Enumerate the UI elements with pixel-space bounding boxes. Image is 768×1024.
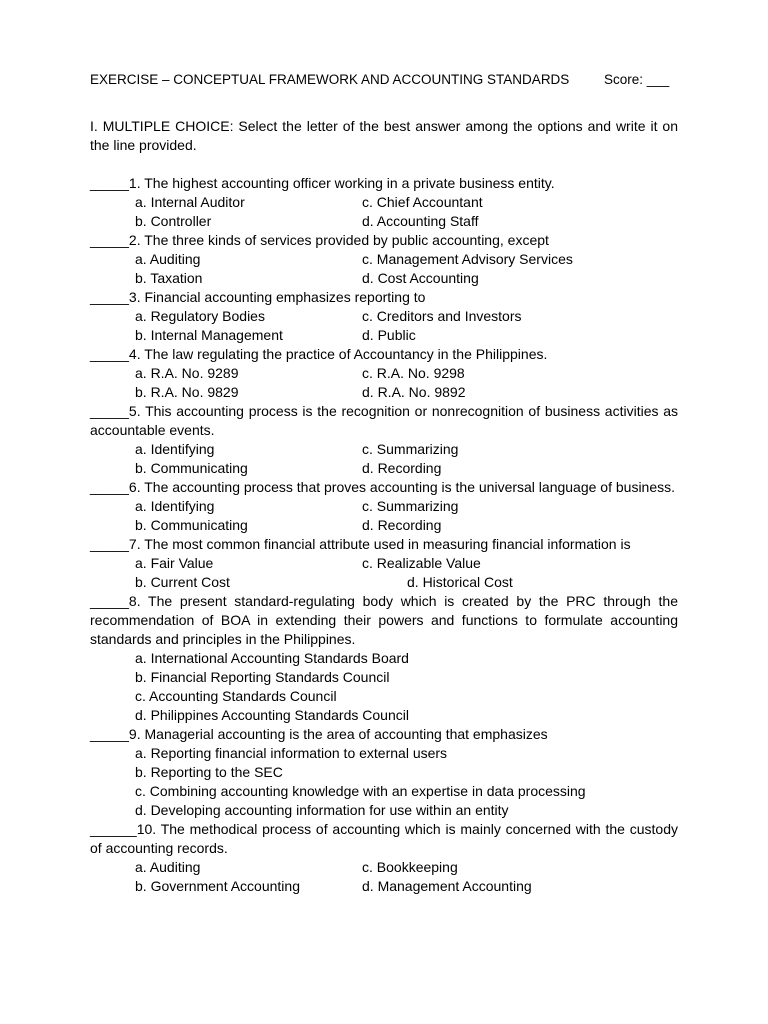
options-grid (90, 307, 678, 345)
option-b: b. Government Accounting (135, 878, 300, 894)
option-c: c. Summarizing (362, 441, 459, 457)
question-list (90, 174, 678, 896)
option-b: b. Communicating (135, 517, 248, 533)
option-c: c. Management Advisory Services (362, 251, 573, 267)
option-c: c. R.A. No. 9298 (362, 365, 465, 381)
options-grid (90, 858, 678, 896)
options-grid (90, 193, 678, 231)
option-c: c. Accounting Standards Council (135, 688, 337, 704)
question-2 (90, 231, 678, 288)
options-grid (90, 250, 678, 288)
option-a: a. International Accounting Standards Board (135, 650, 409, 666)
option-d: d. Historical Cost (407, 574, 513, 590)
option-d: d. R.A. No. 9892 (362, 384, 466, 400)
option-a: a. Internal Auditor (135, 194, 245, 210)
question-stem: _____2. The three kinds of services provided by public accounting, except (90, 232, 549, 248)
option-d: d. Public (362, 327, 416, 343)
question-4 (90, 345, 678, 402)
option-a: a. Identifying (135, 498, 215, 514)
question-8 (90, 592, 678, 725)
option-b: b. Controller (135, 213, 212, 229)
header (90, 70, 678, 89)
option-b: b. Reporting to the SEC (135, 764, 283, 780)
option-c: c. Summarizing (362, 498, 459, 514)
question-stem: _____3. Financial accounting emphasizes reporting to (90, 289, 426, 305)
option-a: a. Reporting financial information to external users (135, 745, 448, 761)
question-1 (90, 174, 678, 231)
options-grid (90, 440, 678, 478)
options-grid (90, 554, 678, 592)
option-c: c. Bookkeeping (362, 859, 458, 875)
question-10 (90, 820, 678, 896)
options-grid (90, 497, 678, 535)
option-a: a. Identifying (135, 441, 215, 457)
option-a: a. Fair Value (135, 555, 214, 571)
score-field: Score: ___ (604, 72, 670, 87)
option-c: c. Chief Accountant (362, 194, 483, 210)
option-d: d. Recording (362, 517, 442, 533)
exercise-sheet (90, 70, 678, 896)
question-stem: _____6. The accounting process that proves accounting is the universal language of business. (90, 479, 676, 495)
option-b: b. Internal Management (135, 327, 283, 343)
instructions: I. MULTIPLE CHOICE: Select the letter of the best answer among the options and write it on the line provided. (90, 118, 678, 153)
question-stem: _____1. The highest accounting officer working in a private business entity. (90, 175, 555, 191)
option-d: d. Cost Accounting (362, 270, 479, 286)
option-a: a. Auditing (135, 251, 201, 267)
option-a: a. Auditing (135, 859, 201, 875)
option-d: d. Accounting Staff (362, 213, 479, 229)
question-stem: _____7. The most common financial attribute used in measuring financial information is (90, 536, 631, 552)
option-b: b. Current Cost (135, 574, 230, 590)
options-grid (90, 364, 678, 402)
option-c: c. Combining accounting knowledge with an expertise in data processing (135, 783, 586, 799)
question-stem: _____8. The present standard-regulating body which is created by the PRC through the recommendation of BOA in extending their powers and functions to formulate accounting standards and principles in the Philippines. (90, 593, 678, 647)
option-c: c. Creditors and Investors (362, 308, 522, 324)
question-3 (90, 288, 678, 345)
options-list (90, 744, 678, 820)
question-stem: ______10. The methodical process of accounting which is mainly concerned with the custody of accounting records. (90, 821, 678, 856)
question-stem: _____5. This accounting process is the recognition or nonrecognition of business activities as accountable events. (90, 403, 678, 438)
options-list (90, 649, 678, 725)
option-d: d. Philippines Accounting Standards Council (135, 707, 409, 723)
option-a: a. Regulatory Bodies (135, 308, 265, 324)
option-b: b. Financial Reporting Standards Council (135, 669, 390, 685)
question-7 (90, 535, 678, 592)
option-d: d. Management Accounting (362, 878, 532, 894)
option-d: d. Developing accounting information for use within an entity (135, 802, 509, 818)
option-a: a. R.A. No. 9289 (135, 365, 239, 381)
question-6 (90, 478, 678, 535)
option-b: b. Communicating (135, 460, 248, 476)
question-stem: _____4. The law regulating the practice of Accountancy in the Philippines. (90, 346, 548, 362)
option-d: d. Recording (362, 460, 442, 476)
option-b: b. Taxation (135, 270, 203, 286)
option-b: b. R.A. No. 9829 (135, 384, 239, 400)
question-5 (90, 402, 678, 478)
question-stem: _____9. Managerial accounting is the area of accounting that emphasizes (90, 726, 548, 742)
option-c: c. Realizable Value (362, 555, 481, 571)
question-9 (90, 725, 678, 820)
page-title: EXERCISE – CONCEPTUAL FRAMEWORK AND ACCOUNTING STANDARDS (90, 72, 570, 87)
